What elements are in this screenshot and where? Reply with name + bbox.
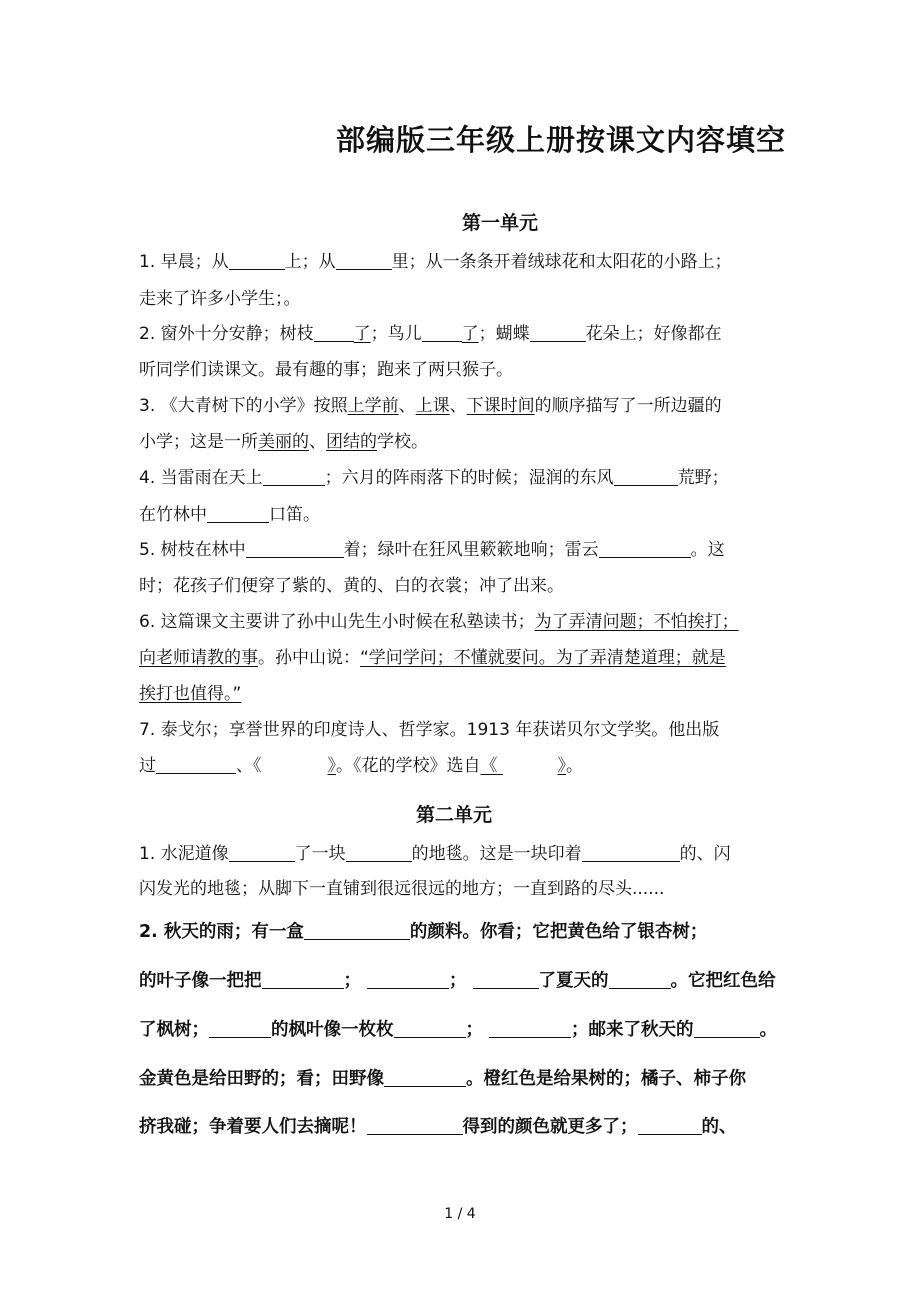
unit2-heading: 第二单元	[416, 804, 493, 826]
fill-blank[interactable]	[314, 323, 354, 342]
unit1-q3-line1: 3. 《大青树下的小学》按照上学前、上课、下课时间的顺序描写了一所边疆的	[139, 396, 722, 416]
unit1-q4-line1: 4. 当雷雨在天上 ；六月的阵雨落下的时候；湿润的东风 荒野；	[139, 468, 729, 488]
unit1-q3-line2: 小学；这是一所美丽的、团结的学校。	[139, 432, 428, 452]
fill-blank[interactable]	[384, 1068, 466, 1087]
fill-blank[interactable]	[367, 970, 449, 989]
fill-blank[interactable]	[336, 251, 392, 270]
fill-blank[interactable]	[530, 323, 586, 342]
fill-blank[interactable]	[246, 539, 344, 558]
unit2-q2-line1: 2. 秋天的雨；有一盒 的颜料。你看；它把黄色给了银杏树；	[139, 922, 708, 942]
fill-blank[interactable]	[694, 1019, 760, 1038]
fill-blank[interactable]	[156, 755, 236, 774]
fill-blank[interactable]	[422, 323, 462, 342]
fill-blank[interactable]	[638, 1116, 702, 1135]
fill-blank[interactable]	[599, 539, 691, 558]
unit1-q6-line2: 向老师请教的事。孙中山说：“学问学问；不懂就要问。为了弄清楚道理；就是	[139, 648, 726, 668]
fill-blank[interactable]	[207, 504, 269, 523]
fill-blank[interactable]	[394, 1019, 466, 1038]
unit2-q2-line4: 金黄色是给田野的；看；田野像 。橙红色是给果树的；橘子、柿子你	[139, 1069, 746, 1089]
fill-blank[interactable]	[262, 970, 344, 989]
unit2-q2-line3: 了枫树； 的枫叶像一枚枚 ； ；邮来了秋天的 。	[139, 1020, 777, 1040]
unit1-q1-line1: 1. 早晨；从 上；从 里；从一条条开着绒球花和太阳花的小路上；	[139, 252, 732, 272]
unit1-q2-line2: 听同学们读课文。最有趣的事；跑来了两只猴子。	[139, 360, 513, 380]
title-gap	[498, 754, 558, 778]
unit1-q1-line2: 走来了许多小学生；。	[139, 289, 301, 309]
fill-blank[interactable]	[209, 1019, 271, 1038]
unit1-q6-line3: 挨打也值得。”	[139, 684, 242, 704]
unit2-q1-line2: 闪发光的地毯；从脚下一直铺到很远很远的地方；一直到路的尽头......	[139, 879, 665, 899]
unit1-heading: 第一单元	[462, 212, 539, 234]
unit2-q2-line5: 挤我碰；争着要人们去摘呢！ 得到的颜色就更多了； 的、	[139, 1117, 737, 1137]
fill-blank[interactable]	[582, 843, 680, 862]
fill-blank[interactable]	[304, 921, 410, 940]
unit1-q5-line1: 5. 树枝在林中 着；绿叶在狂风里簌簌地响；雷云 。这	[139, 540, 725, 560]
fill-blank[interactable]	[473, 970, 539, 989]
fill-blank[interactable]	[614, 467, 678, 486]
unit1-q6-line1: 6. 这篇课文主要讲了孙中山先生小时候在私塾读书；为了弄清问题；不怕挨打；	[139, 612, 739, 632]
fill-blank[interactable]	[346, 843, 412, 862]
page-number: 1 / 4	[444, 1206, 476, 1222]
unit2-q1-line1: 1. 水泥道像 了一块 的地毯。这是一块印着 的、闪	[139, 844, 731, 864]
fill-blank[interactable]	[263, 467, 325, 486]
fill-blank[interactable]	[609, 970, 671, 989]
unit1-q7-line1: 7. 泰戈尔；享誉世界的印度诗人、哲学家。1913 年获诺贝尔文学奖。他出版	[139, 720, 720, 740]
fill-blank[interactable]	[229, 251, 285, 270]
unit1-q7-line2: 过 、《 》。《花的学校》选自《 》。	[139, 756, 583, 776]
document-title: 部编版三年级上册按课文内容填空	[336, 123, 787, 157]
fill-blank[interactable]	[489, 1019, 571, 1038]
unit1-q2-line1: 2. 窗外十分安静；树枝 了；鸟儿 了；蝴蝶 花朵上；好像都在	[139, 324, 722, 344]
unit1-q5-line2: 时；花孩子们便穿了紫的、黄的、白的衣裳；冲了出来。	[139, 576, 564, 596]
unit2-q2-line2: 的叶子像一把把 ； ； 了夏天的 。它把红色给	[139, 971, 776, 991]
unit1-q4-line2: 在竹林中 口笛。	[139, 505, 320, 525]
fill-blank[interactable]	[367, 1116, 463, 1135]
fill-blank[interactable]	[229, 843, 295, 862]
